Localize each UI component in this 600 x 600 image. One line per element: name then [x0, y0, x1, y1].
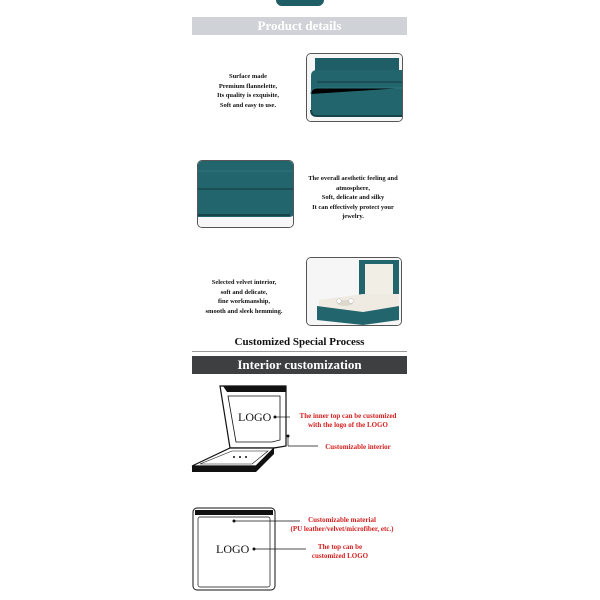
process-divider	[192, 351, 407, 352]
callout-line: (PU leather/velvet/microfiber, etc.)	[290, 524, 394, 533]
feature2-line: The overall aesthetic feeling and	[308, 175, 398, 182]
feature3-line: Selected velvet interior,	[211, 279, 277, 286]
diagram1-callout-interior: Customizable interior	[325, 443, 391, 451]
feature2-line: Soft, delicate and silky	[321, 194, 385, 202]
feature2-caption	[301, 174, 405, 222]
feature1-photo	[306, 53, 403, 122]
diagram1-logo: LOGO	[238, 410, 272, 424]
product-details-bar	[192, 17, 407, 35]
diagram2-callout-material	[278, 516, 406, 533]
product-details-title: Product details	[257, 18, 342, 33]
callout-line: with the logo of the LOGO	[308, 420, 388, 429]
feature2-line: It can effectively protect your	[312, 203, 394, 211]
diagram1-callout-top	[288, 412, 408, 429]
feature3-line: soft and delicate,	[220, 288, 268, 296]
feature3-line: smooth and sleek hemming.	[205, 307, 283, 315]
interior-customization-bar	[192, 356, 407, 374]
feature3-photo	[306, 257, 402, 326]
callout-line: Customizable material	[308, 516, 376, 524]
diagram2-callout-top	[305, 543, 375, 560]
feature1-caption	[200, 72, 296, 110]
callout-line: The top can be	[317, 543, 363, 551]
diagram2-logo: LOGO	[216, 542, 250, 556]
process-heading: Customized Special Process	[234, 336, 365, 348]
callout-line: customized LOGO	[311, 551, 369, 560]
feature2-line: atmosphere,	[335, 184, 370, 192]
feature1-line: Its quality is exquisite,	[216, 92, 280, 100]
feature3-caption	[196, 278, 292, 316]
feature2-line: jewelry.	[342, 213, 364, 221]
feature1-line: Surface made	[228, 73, 268, 80]
feature2-photo	[197, 160, 294, 228]
box-corner-image	[307, 54, 403, 122]
interior-customization-title: Interior customization	[237, 357, 362, 372]
feature1-line: Premium flannelette,	[218, 82, 278, 90]
open-box-image	[307, 258, 402, 326]
box-edge-image	[198, 161, 294, 228]
callout-line: The inner top can be customized	[299, 412, 397, 420]
feature3-line: fine workmanship,	[217, 298, 270, 306]
feature1-line: Soft and easy to use.	[219, 101, 277, 109]
product-top-sliver	[276, 0, 324, 6]
